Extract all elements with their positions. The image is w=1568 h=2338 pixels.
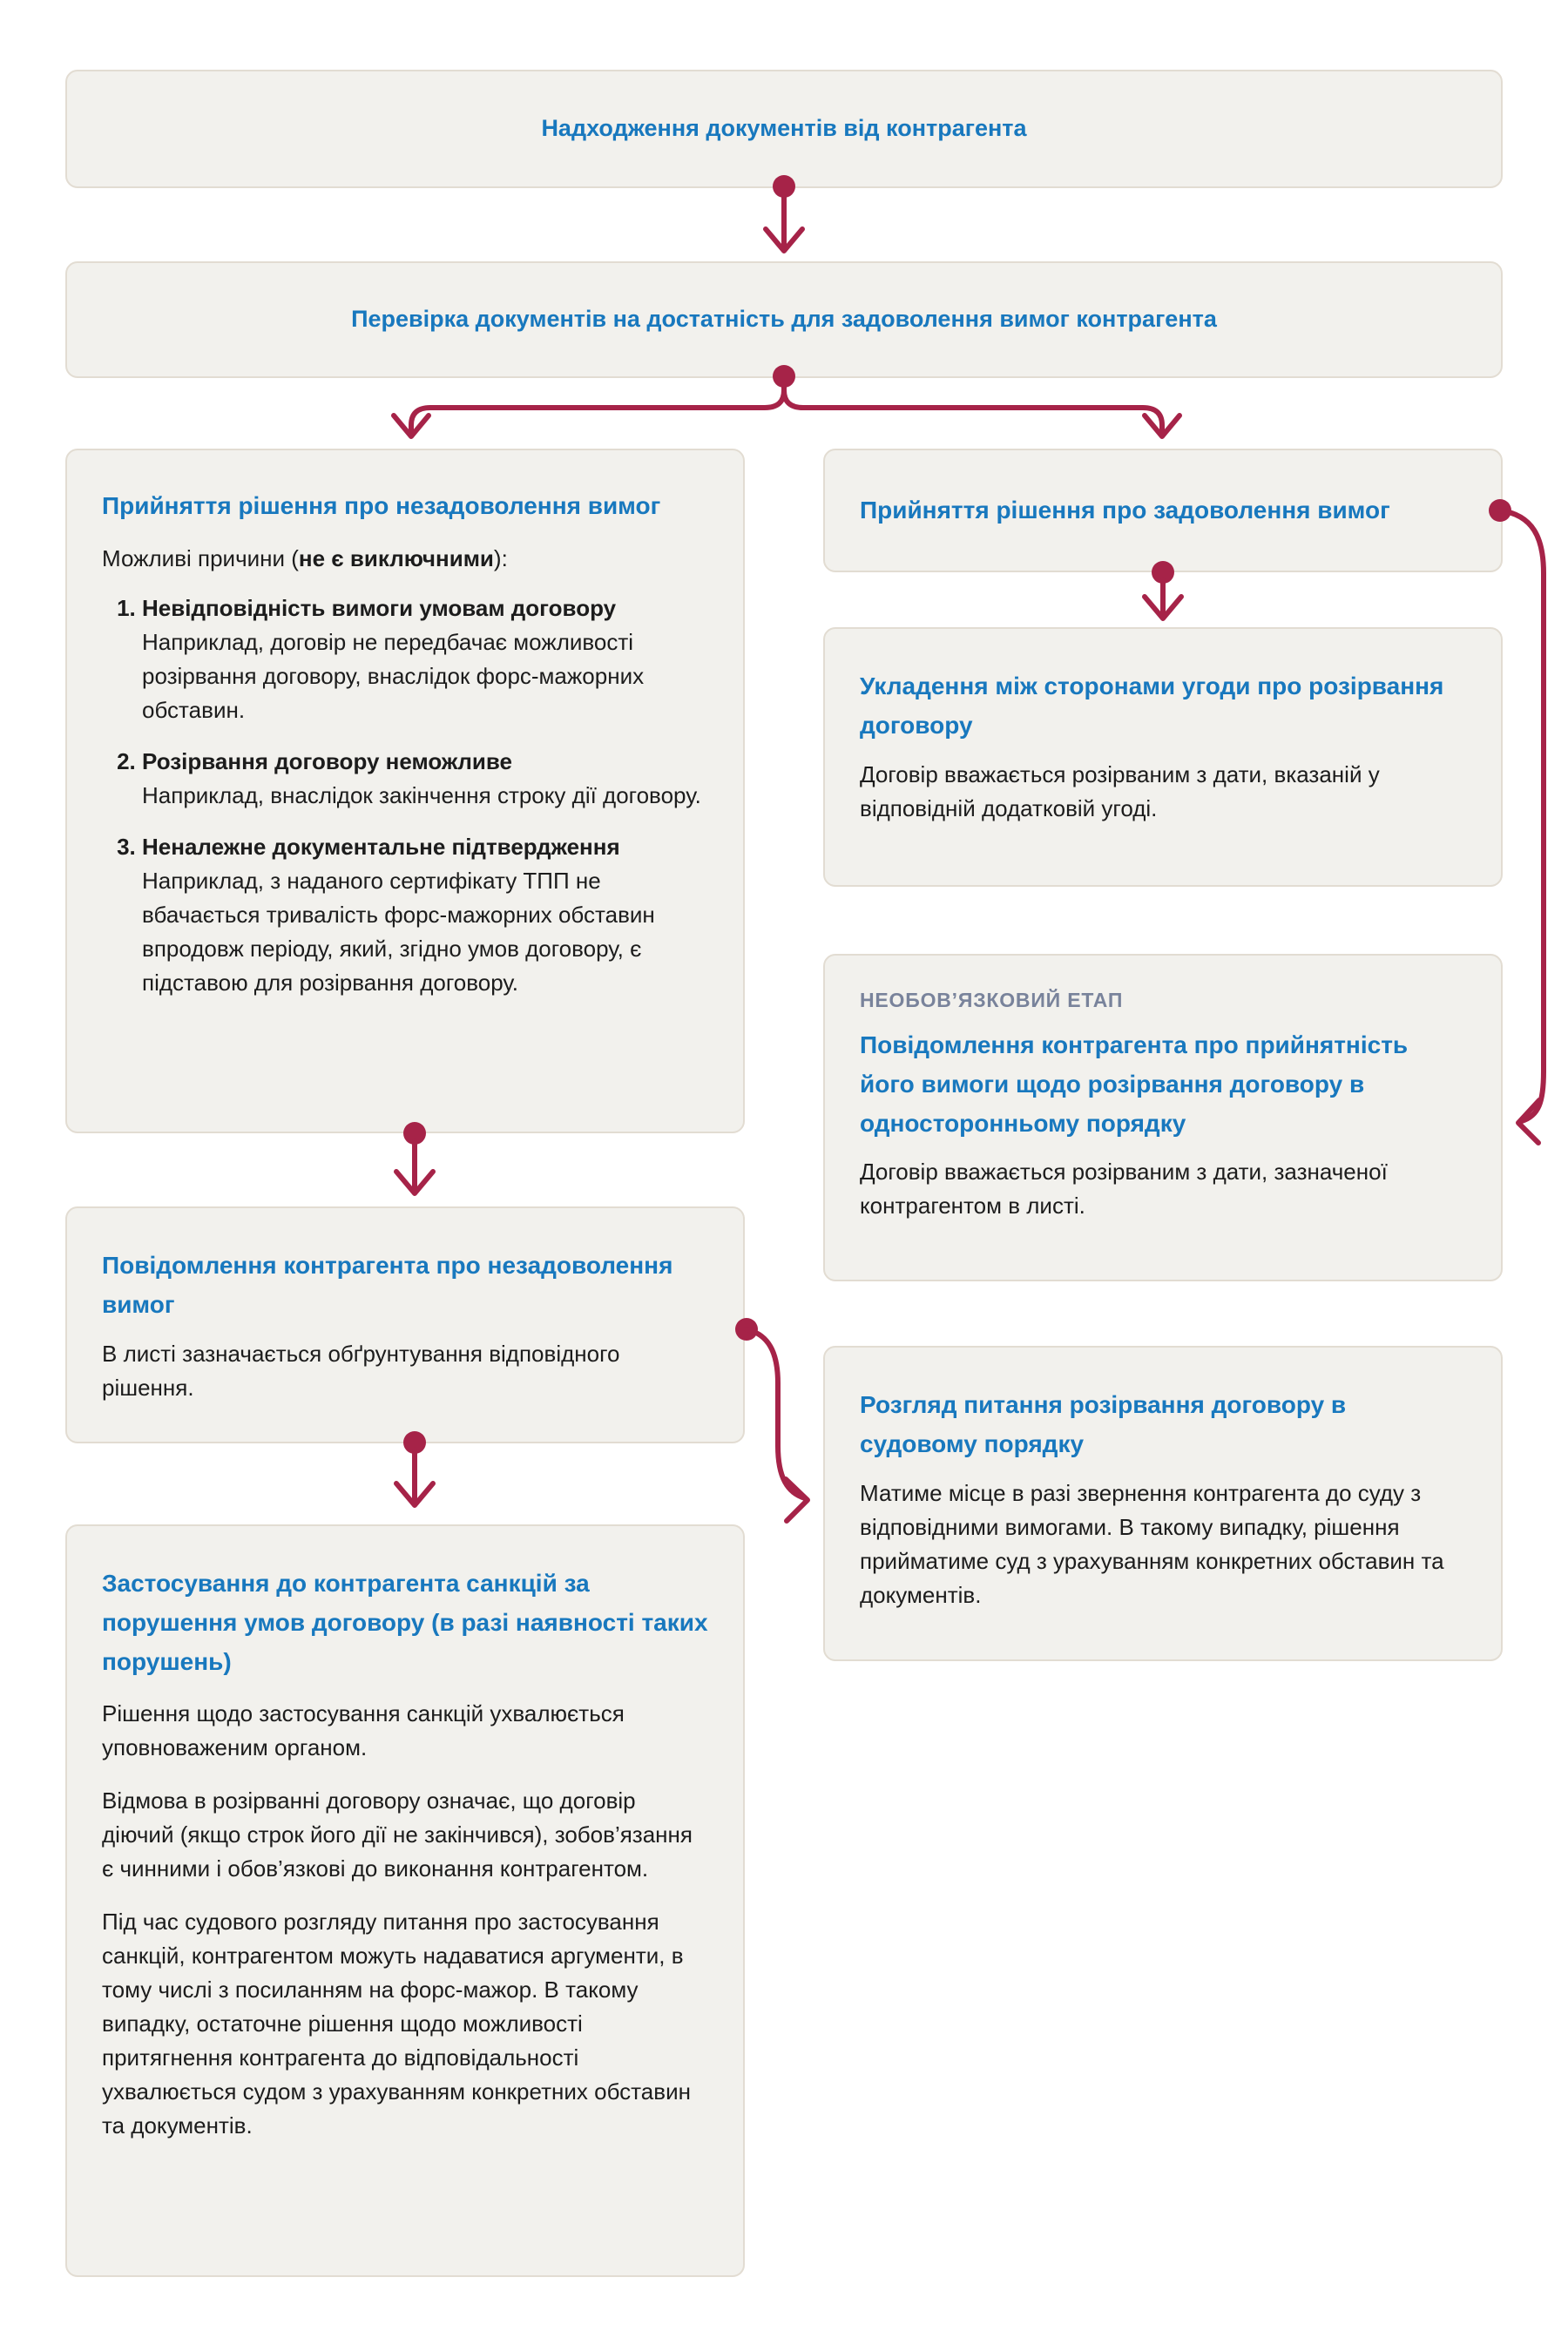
node-reject-notice-title: Повідомлення контрагента про незадоволення вимог: [102, 1252, 673, 1318]
node-court: [823, 1346, 1503, 1661]
node-agreement-title: Укладення між сторонами угоди про розірвання договору: [860, 672, 1444, 739]
node-sanctions-title: Застосування до контрагента санкцій за порушення умов договору (в разі наявності таких порушень): [102, 1570, 708, 1675]
node-reject-notice: [65, 1206, 745, 1443]
node-reject-decision: [65, 449, 745, 1133]
reason-item: 2. Розірвання договору неможливе Наприклад, внаслідок закінчення строку дії договору.: [142, 745, 708, 813]
reason-item: 1. Невідповідність вимоги умовам договору Наприклад, договір не передбачає можливості розірвання договору, внаслідок форс-мажорних обставин.: [142, 591, 708, 727]
node-court-text: Матиме місце в разі звернення контрагента до суду з відповідними вимогами. В такому випадку, рішення прийматиме суд з урахуванням конкретних обставин та документів.: [860, 1479, 1444, 1608]
node-optional-title: Повідомлення контрагента про прийнятність його вимоги щодо розірвання договору в односторонньому порядку: [860, 1031, 1409, 1137]
node-reject-intro: Можливі причини (не є виключними):: [102, 544, 508, 571]
node-approve-title: Прийняття рішення про задоволення вимог: [860, 496, 1390, 524]
node-optional-notice: [823, 954, 1503, 1281]
reject-reasons-list: [102, 591, 708, 1000]
node-sanctions-paragraph: Під час судового розгляду питання про застосування санкцій, контрагентом можуть надаватися аргументи, в тому числі з посиланням на форс-мажор. В такому випадку, остаточне рішення щодо можливості притягнення контрагента до відповідальності ухвалюється судом з урахуванням конкретних обставин та документів.: [102, 1909, 691, 2139]
node-agreement-text: Договір вважається розірваним з дати, вказаній у відповідній додатковій угоді.: [860, 760, 1380, 821]
node-court-title: Розгляд питання розірвання договору в судовому порядку: [860, 1391, 1347, 1457]
reason-item: 3. Неналежне документальне підтвердження Наприклад, з наданого сертифікату ТПП не вбачається тривалість форс-мажорних обставин впродовж періоду, який, згідно умов договору, є підставою для розірвання договору.: [142, 830, 708, 1000]
node-check: [65, 261, 1503, 378]
node-start: [65, 70, 1503, 188]
node-sanctions: [65, 1524, 745, 2277]
node-reject-title: Прийняття рішення про незадоволення вимог: [102, 492, 661, 519]
node-optional-text: Договір вважається розірваним з дати, зазначеної контрагентом в листі.: [860, 1159, 1388, 1220]
optional-stage-label: НЕОБОВ’ЯЗКОВИЙ ЕТАП: [860, 989, 1124, 1011]
node-start-title: Надходження документів від контрагента: [541, 115, 1027, 142]
node-reject-notice-text: В листі зазначається обґрунтування відповідного рішення.: [102, 1340, 620, 1401]
node-sanctions-paragraph: Рішення щодо застосування санкцій ухвалюється уповноваженим органом.: [102, 1700, 625, 1761]
node-check-title: Перевірка документів на достатність для задоволення вимог контрагента: [351, 306, 1217, 333]
node-sanctions-paragraph: Відмова в розірванні договору означає, що договір діючий (якщо строк його дії не закінчився), зобов’язання є чинними і обов’язкові до виконання контрагентом.: [102, 1787, 693, 1882]
connector-notice-to-court-arrow-icon: [735, 1318, 808, 1521]
node-agreement: [823, 627, 1503, 887]
node-approve-decision: [823, 449, 1503, 572]
